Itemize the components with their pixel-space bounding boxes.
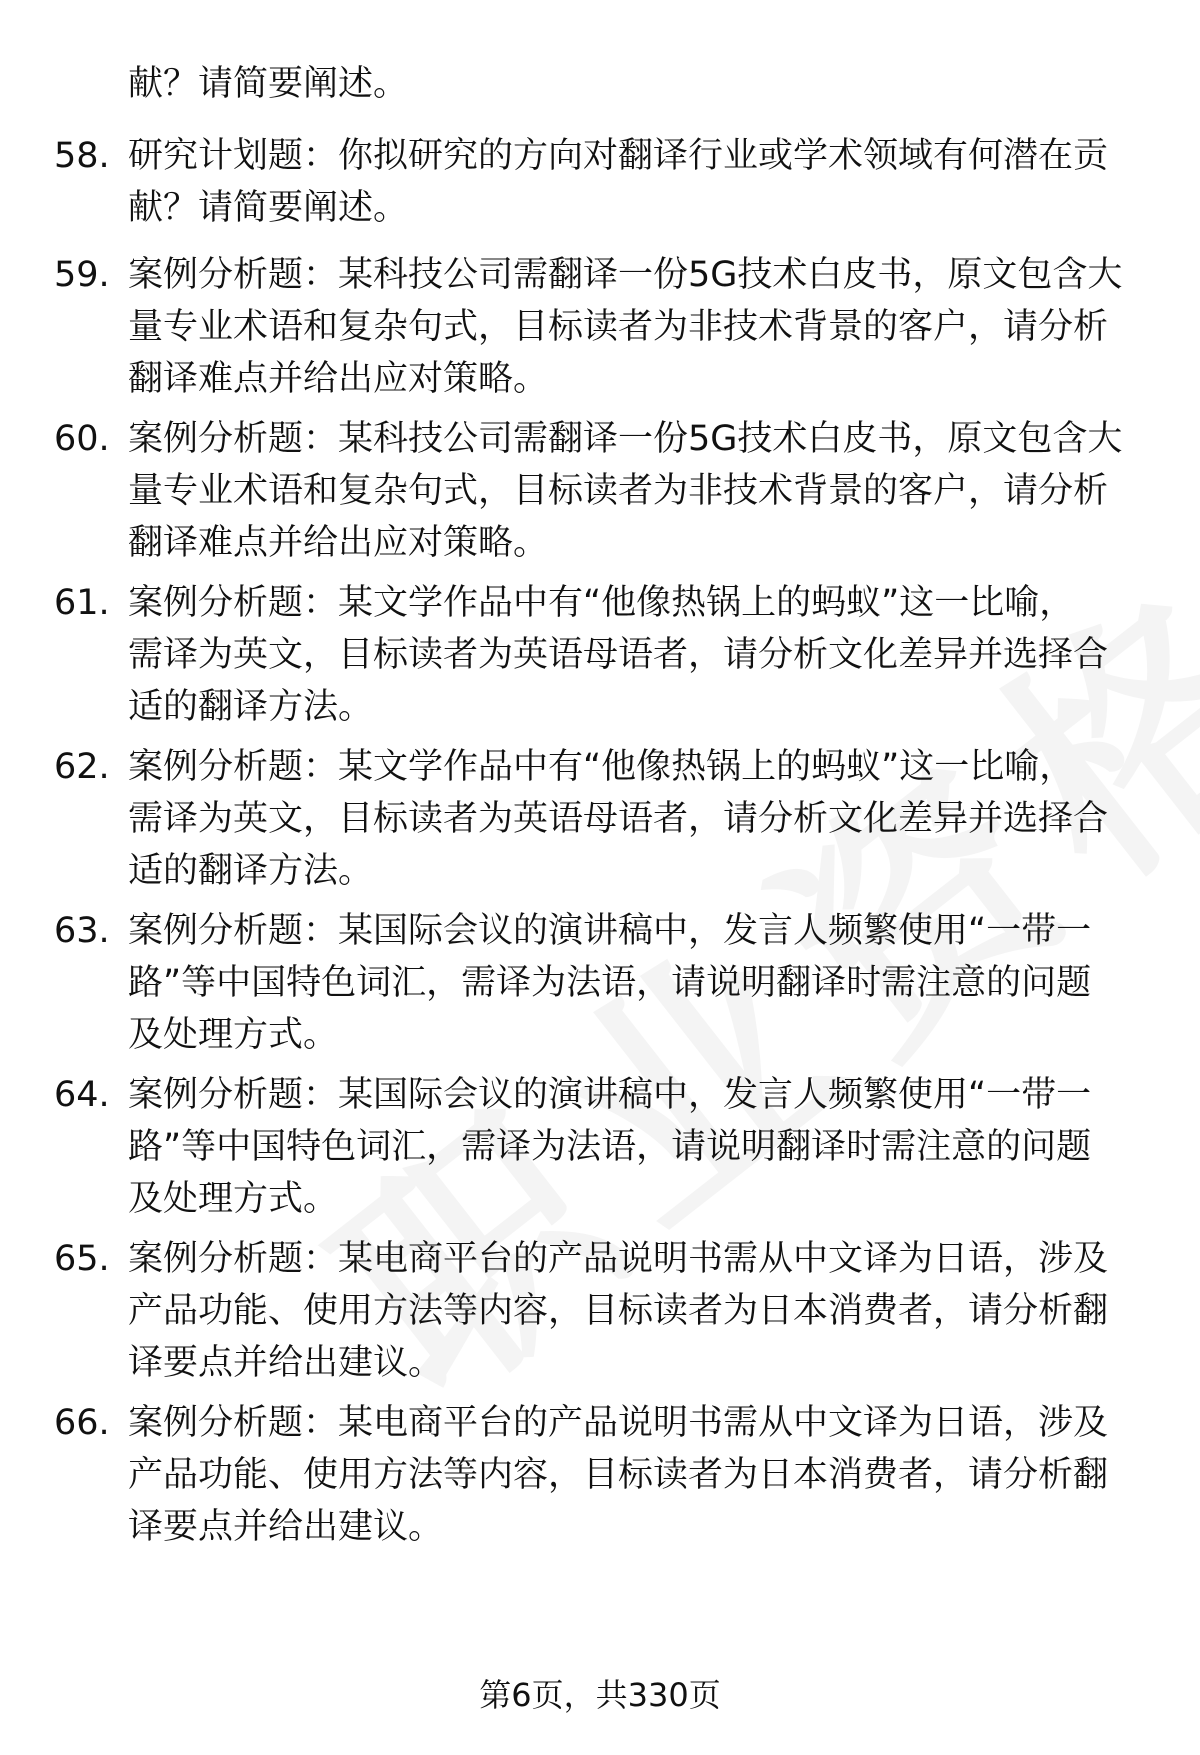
question-line: 需译为英文，目标读者为英语母语者，请分析文化差异并选择合 xyxy=(128,635,1109,675)
question-text xyxy=(128,249,1148,405)
question-line: 案例分析题：某文学作品中有“他像热锅上的蚂蚁”这一比喻， xyxy=(128,583,1075,623)
question-text xyxy=(128,1233,1148,1389)
question-line: 产品功能、使用方法等内容，目标读者为日本消费者，请分析翻 xyxy=(128,1291,1109,1331)
question-line: 需译为英文，目标读者为英语母语者，请分析文化差异并选择合 xyxy=(128,799,1109,839)
question-line: 及处理方式。 xyxy=(128,1015,339,1055)
question-number: 59. xyxy=(54,255,110,295)
question-line: 适的翻译方法。 xyxy=(128,851,374,891)
question-number: 66. xyxy=(54,1403,110,1443)
question-number: 60. xyxy=(54,419,110,459)
question-text xyxy=(128,413,1148,569)
question-line: 译要点并给出建议。 xyxy=(128,1343,444,1383)
question-line: 案例分析题：某科技公司需翻译一份5G技术白皮书，原文包含大 xyxy=(128,419,1123,459)
question-line: 案例分析题：某国际会议的演讲稿中，发言人频繁使用“一带一 xyxy=(128,1075,1092,1115)
question-line: 案例分析题：某电商平台的产品说明书需从中文译为日语，涉及 xyxy=(128,1239,1109,1279)
question-line: 适的翻译方法。 xyxy=(128,687,374,727)
question-text xyxy=(128,905,1148,1061)
question-line: 献？请简要阐述。 xyxy=(128,188,409,228)
question-text xyxy=(128,130,1148,234)
question-text xyxy=(128,1397,1148,1553)
question-line: 翻译难点并给出应对策略。 xyxy=(128,359,549,399)
question-text xyxy=(128,1069,1148,1225)
question-line: 及处理方式。 xyxy=(128,1179,339,1219)
question-line: 案例分析题：某电商平台的产品说明书需从中文译为日语，涉及 xyxy=(128,1403,1109,1443)
question-text xyxy=(128,741,1148,897)
question-number: 62. xyxy=(54,747,110,787)
question-line: 案例分析题：某科技公司需翻译一份5G技术白皮书，原文包含大 xyxy=(128,255,1123,295)
question-number: 63. xyxy=(54,911,110,951)
question-line: 路”等中国特色词汇，需译为法语，请说明翻译时需注意的问题 xyxy=(128,963,1092,1003)
question-number: 64. xyxy=(54,1075,110,1115)
question-text xyxy=(128,577,1148,733)
question-line: 产品功能、使用方法等内容，目标读者为日本消费者，请分析翻 xyxy=(128,1455,1109,1495)
question-line: 案例分析题：某国际会议的演讲稿中，发言人频繁使用“一带一 xyxy=(128,911,1092,951)
question-line: 路”等中国特色词汇，需译为法语，请说明翻译时需注意的问题 xyxy=(128,1127,1092,1167)
question-line: 研究计划题：你拟研究的方向对翻译行业或学术领域有何潜在贡 xyxy=(128,136,1109,176)
continued-text: 献？请简要阐述。 xyxy=(128,64,409,104)
question-line: 案例分析题：某文学作品中有“他像热锅上的蚂蚁”这一比喻， xyxy=(128,747,1075,787)
question-line: 翻译难点并给出应对策略。 xyxy=(128,523,549,563)
page-footer: 第6页，共330页 xyxy=(479,1676,721,1714)
question-number: 61. xyxy=(54,583,110,623)
question-line: 量专业术语和复杂句式，目标读者为非技术背景的客户，请分析 xyxy=(128,307,1109,347)
question-number: 65. xyxy=(54,1239,110,1279)
question-number: 58. xyxy=(54,136,110,176)
question-line: 量专业术语和复杂句式，目标读者为非技术背景的客户，请分析 xyxy=(128,471,1109,511)
question-line: 译要点并给出建议。 xyxy=(128,1507,444,1547)
